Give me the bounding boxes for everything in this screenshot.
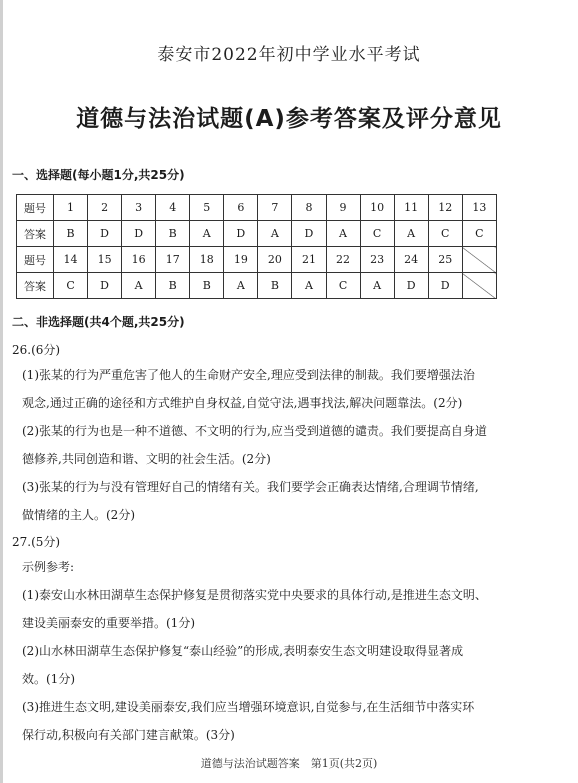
question-number: 5 xyxy=(190,195,224,221)
answer-cell: C xyxy=(360,221,394,247)
answer-cell: A xyxy=(258,221,292,247)
question-number: 19 xyxy=(224,247,258,273)
answer-line: 建设美丽泰安的重要举措。(1分) xyxy=(22,616,195,630)
answer-cell: C xyxy=(54,273,88,299)
question-number: 17 xyxy=(156,247,190,273)
answer-cell: A xyxy=(224,273,258,299)
question-number: 4 xyxy=(156,195,190,221)
answer-cell: C xyxy=(428,221,462,247)
answer-cell: B xyxy=(156,273,190,299)
question-number: 22 xyxy=(326,247,360,273)
question-number: 21 xyxy=(292,247,326,273)
answer-cell: D xyxy=(88,221,122,247)
table-row xyxy=(17,247,497,273)
answer-cell: D xyxy=(428,273,462,299)
answer-line: (3)推进生态文明,建设美丽泰安,我们应当增强环境意识,自觉参与,在生活细节中落实环 xyxy=(22,700,475,714)
answer-cell: C xyxy=(462,221,496,247)
answer-line: (2)张某的行为也是一种不道德、不文明的行为,应当受到道德的谴责。我们要提高自身道 xyxy=(22,424,487,438)
question-number: 8 xyxy=(292,195,326,221)
table-row xyxy=(17,273,497,299)
answer-line: (3)张某的行为与没有管理好自己的情绪有关。我们要学会正确表达情绪,合理调节情绪, xyxy=(22,480,479,494)
answer-cell: A xyxy=(360,273,394,299)
question-27-label: 27.(5分) xyxy=(12,535,61,549)
question-number: 9 xyxy=(326,195,360,221)
question-number: 6 xyxy=(224,195,258,221)
exam-subtitle: 泰安市2022年初中学业水平考试 xyxy=(157,45,421,65)
table-row xyxy=(17,221,497,247)
row-label: 答案 xyxy=(17,273,54,299)
section-2-heading: 二、非选择题(共4个题,共25分) xyxy=(12,315,185,329)
answer-cell: D xyxy=(224,221,258,247)
answer-line: 观念,通过正确的途径和方式维护自身权益,自觉守法,遇事找法,解决问题靠法。(2分) xyxy=(22,396,463,410)
answer-cell: A xyxy=(292,273,326,299)
answer-cell: D xyxy=(88,273,122,299)
answer-line: 保行动,积极向有关部门建言献策。(3分) xyxy=(22,728,235,742)
question-number: 18 xyxy=(190,247,224,273)
answer-cell: D xyxy=(122,221,156,247)
question-26-answer xyxy=(22,361,522,529)
question-number: 12 xyxy=(428,195,462,221)
question-number: 2 xyxy=(88,195,122,221)
answer-line: 德修养,共同创造和谐、文明的社会生活。(2分) xyxy=(22,452,271,466)
question-number: 24 xyxy=(394,247,428,273)
table-row xyxy=(17,195,497,221)
answer-cell: A xyxy=(394,221,428,247)
question-number: 13 xyxy=(462,195,496,221)
question-27-answer xyxy=(22,553,522,749)
answer-cell: B xyxy=(258,273,292,299)
question-number: 14 xyxy=(54,247,88,273)
answer-cell: B xyxy=(190,273,224,299)
section-1-heading: 一、选择题(每小题1分,共25分) xyxy=(12,168,185,182)
question-number: 23 xyxy=(360,247,394,273)
question-number: 16 xyxy=(122,247,156,273)
row-label: 题号 xyxy=(17,247,54,273)
question-number: 11 xyxy=(394,195,428,221)
answer-cell: A xyxy=(326,221,360,247)
page-title: 道德与法治试题(A)参考答案及评分意见 xyxy=(76,106,502,132)
answer-line: 示例参考: xyxy=(22,560,75,574)
empty-slashed-cell xyxy=(462,273,496,299)
question-number: 7 xyxy=(258,195,292,221)
page-footer: 道德与法治试题答案 第1页(共2页) xyxy=(200,757,378,770)
answer-cell: A xyxy=(190,221,224,247)
empty-slashed-cell xyxy=(462,247,496,273)
question-number: 10 xyxy=(360,195,394,221)
answer-line: (1)张某的行为严重危害了他人的生命财产安全,理应受到法律的制裁。我们要增强法治 xyxy=(22,368,475,382)
question-number: 25 xyxy=(428,247,462,273)
answer-cell: A xyxy=(122,273,156,299)
answer-line: 效。(1分) xyxy=(22,672,75,686)
answer-line: (2)山水林田湖草生态保护修复“泰山经验”的形成,表明泰安生态文明建设取得显著成 xyxy=(22,644,464,658)
row-label: 答案 xyxy=(17,221,54,247)
answer-cell: B xyxy=(156,221,190,247)
answer-cell: C xyxy=(326,273,360,299)
question-number: 3 xyxy=(122,195,156,221)
question-26-label: 26.(6分) xyxy=(12,343,61,357)
row-label: 题号 xyxy=(17,195,54,221)
answer-cell: B xyxy=(54,221,88,247)
question-number: 1 xyxy=(54,195,88,221)
answer-table xyxy=(16,194,497,299)
answer-line: 做情绪的主人。(2分) xyxy=(22,508,135,522)
answer-cell: D xyxy=(292,221,326,247)
question-number: 20 xyxy=(258,247,292,273)
answer-line: (1)泰安山水林田湖草生态保护修复是贯彻落实党中央要求的具体行动,是推进生态文明、 xyxy=(22,588,487,602)
question-number: 15 xyxy=(88,247,122,273)
answer-cell: D xyxy=(394,273,428,299)
